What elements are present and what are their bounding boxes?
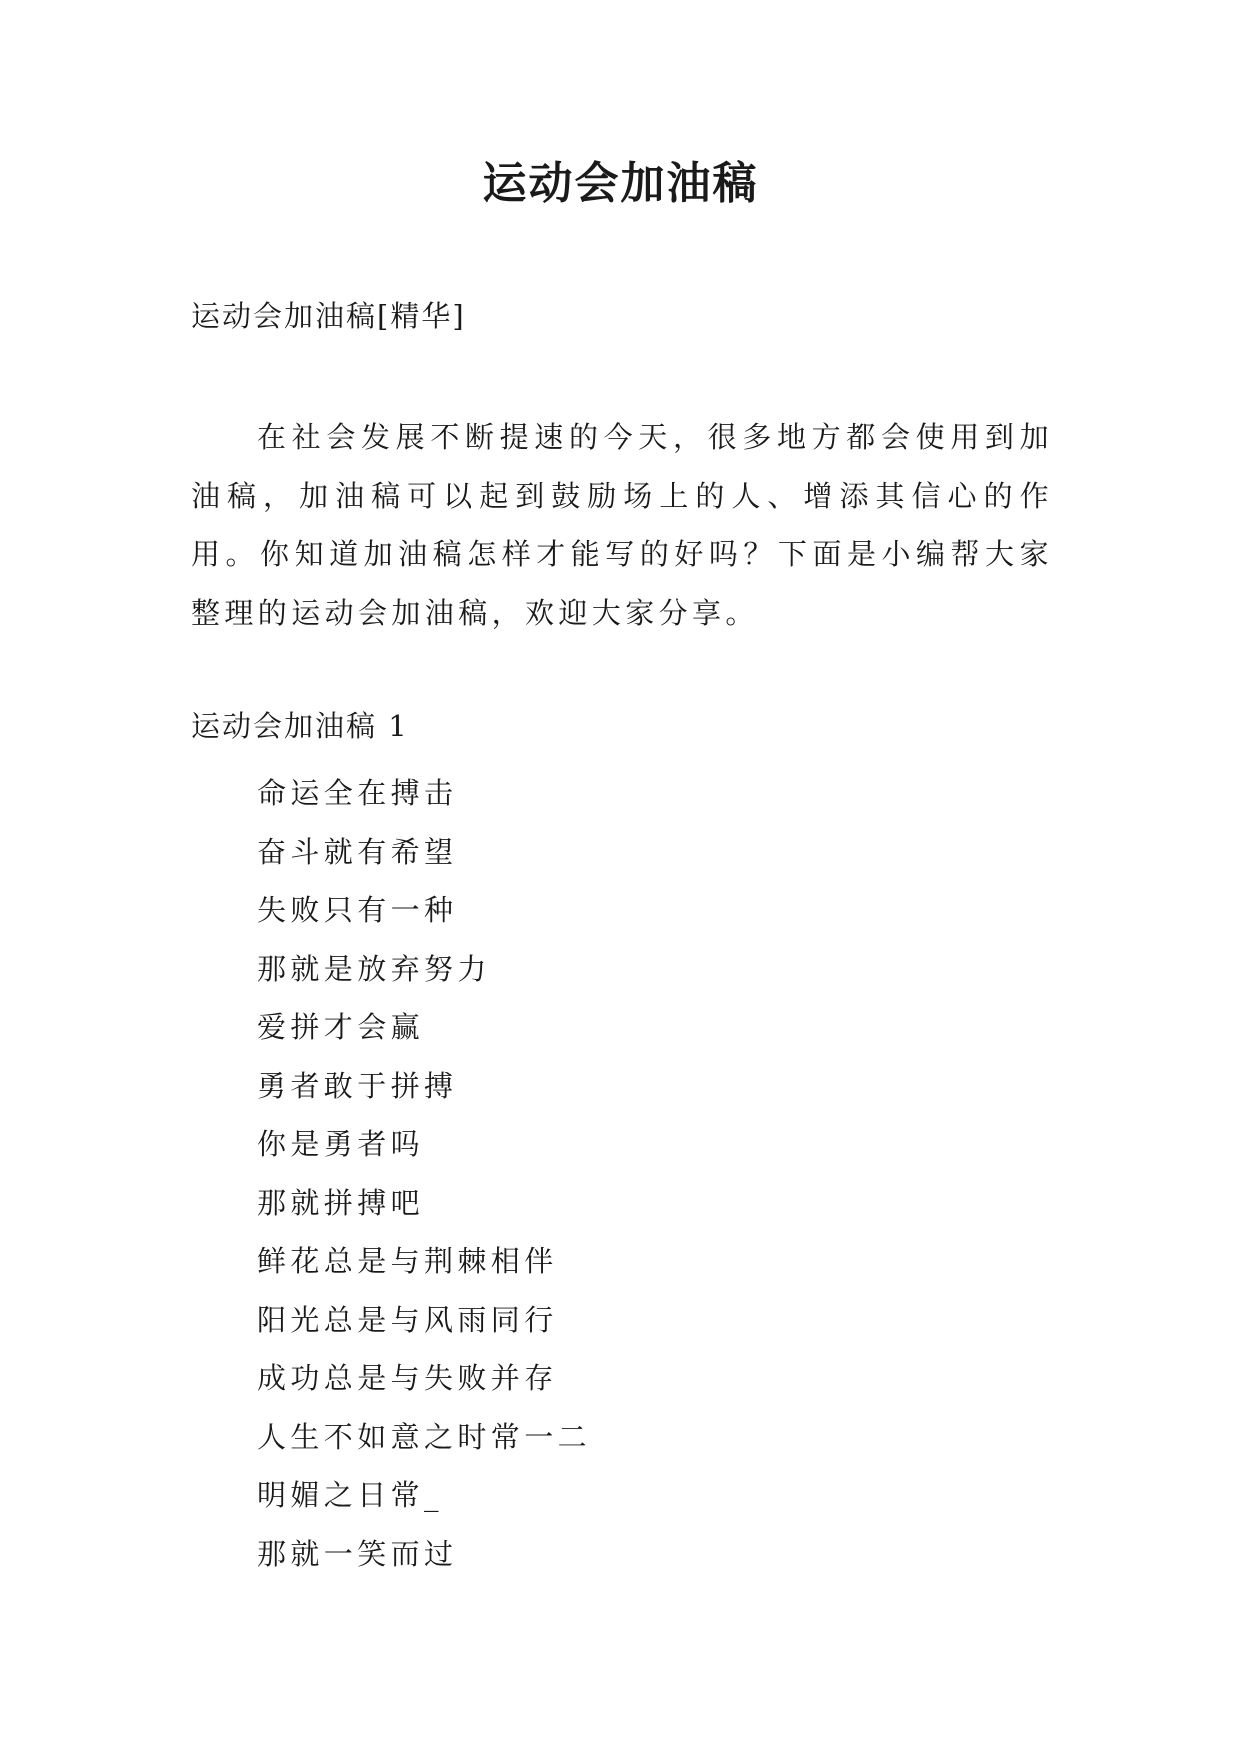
- poem-line: 命运全在搏击: [257, 776, 458, 810]
- poem-line: 那就是放弃努力: [257, 951, 491, 986]
- poem-line: 阳光总是与风雨同行: [257, 1302, 558, 1337]
- page-title: 运动会加油稿: [482, 158, 759, 209]
- poem-line: 那就拼搏吧: [257, 1185, 425, 1220]
- poem-line: 爱拼才会赢: [257, 1010, 425, 1044]
- intro-paragraph: 在社会发展不断提速的今天，很多地方都会使用到加油稿，加油稿可以起到鼓励场上的人、增添其信心的作用。你知道加油稿怎样才能写的好吗？下面是小编帮大家整理的运动会加油稿，欢迎大家分享。: [191, 420, 1053, 630]
- poem-lines: [257, 764, 591, 1583]
- poem-line: 勇者敢于拼搏: [257, 1068, 458, 1103]
- poem-line: 鲜花总是与荆棘相伴: [257, 1244, 558, 1278]
- poem-line: 人生不如意之时常一二: [257, 1419, 592, 1454]
- section-heading: 运动会加油稿 1: [191, 709, 409, 743]
- poem-line: 你是勇者吗: [257, 1127, 425, 1161]
- poem-line: 那就一笑而过: [257, 1536, 458, 1571]
- poem-line: 失败只有一种: [257, 893, 458, 927]
- poem-line: 成功总是与失败并存: [257, 1361, 558, 1395]
- poem-line: 明媚之日常_: [257, 1478, 443, 1512]
- poem-line: 奋斗就有希望: [257, 834, 458, 869]
- document-subtitle: 运动会加油稿[精华]: [191, 299, 466, 333]
